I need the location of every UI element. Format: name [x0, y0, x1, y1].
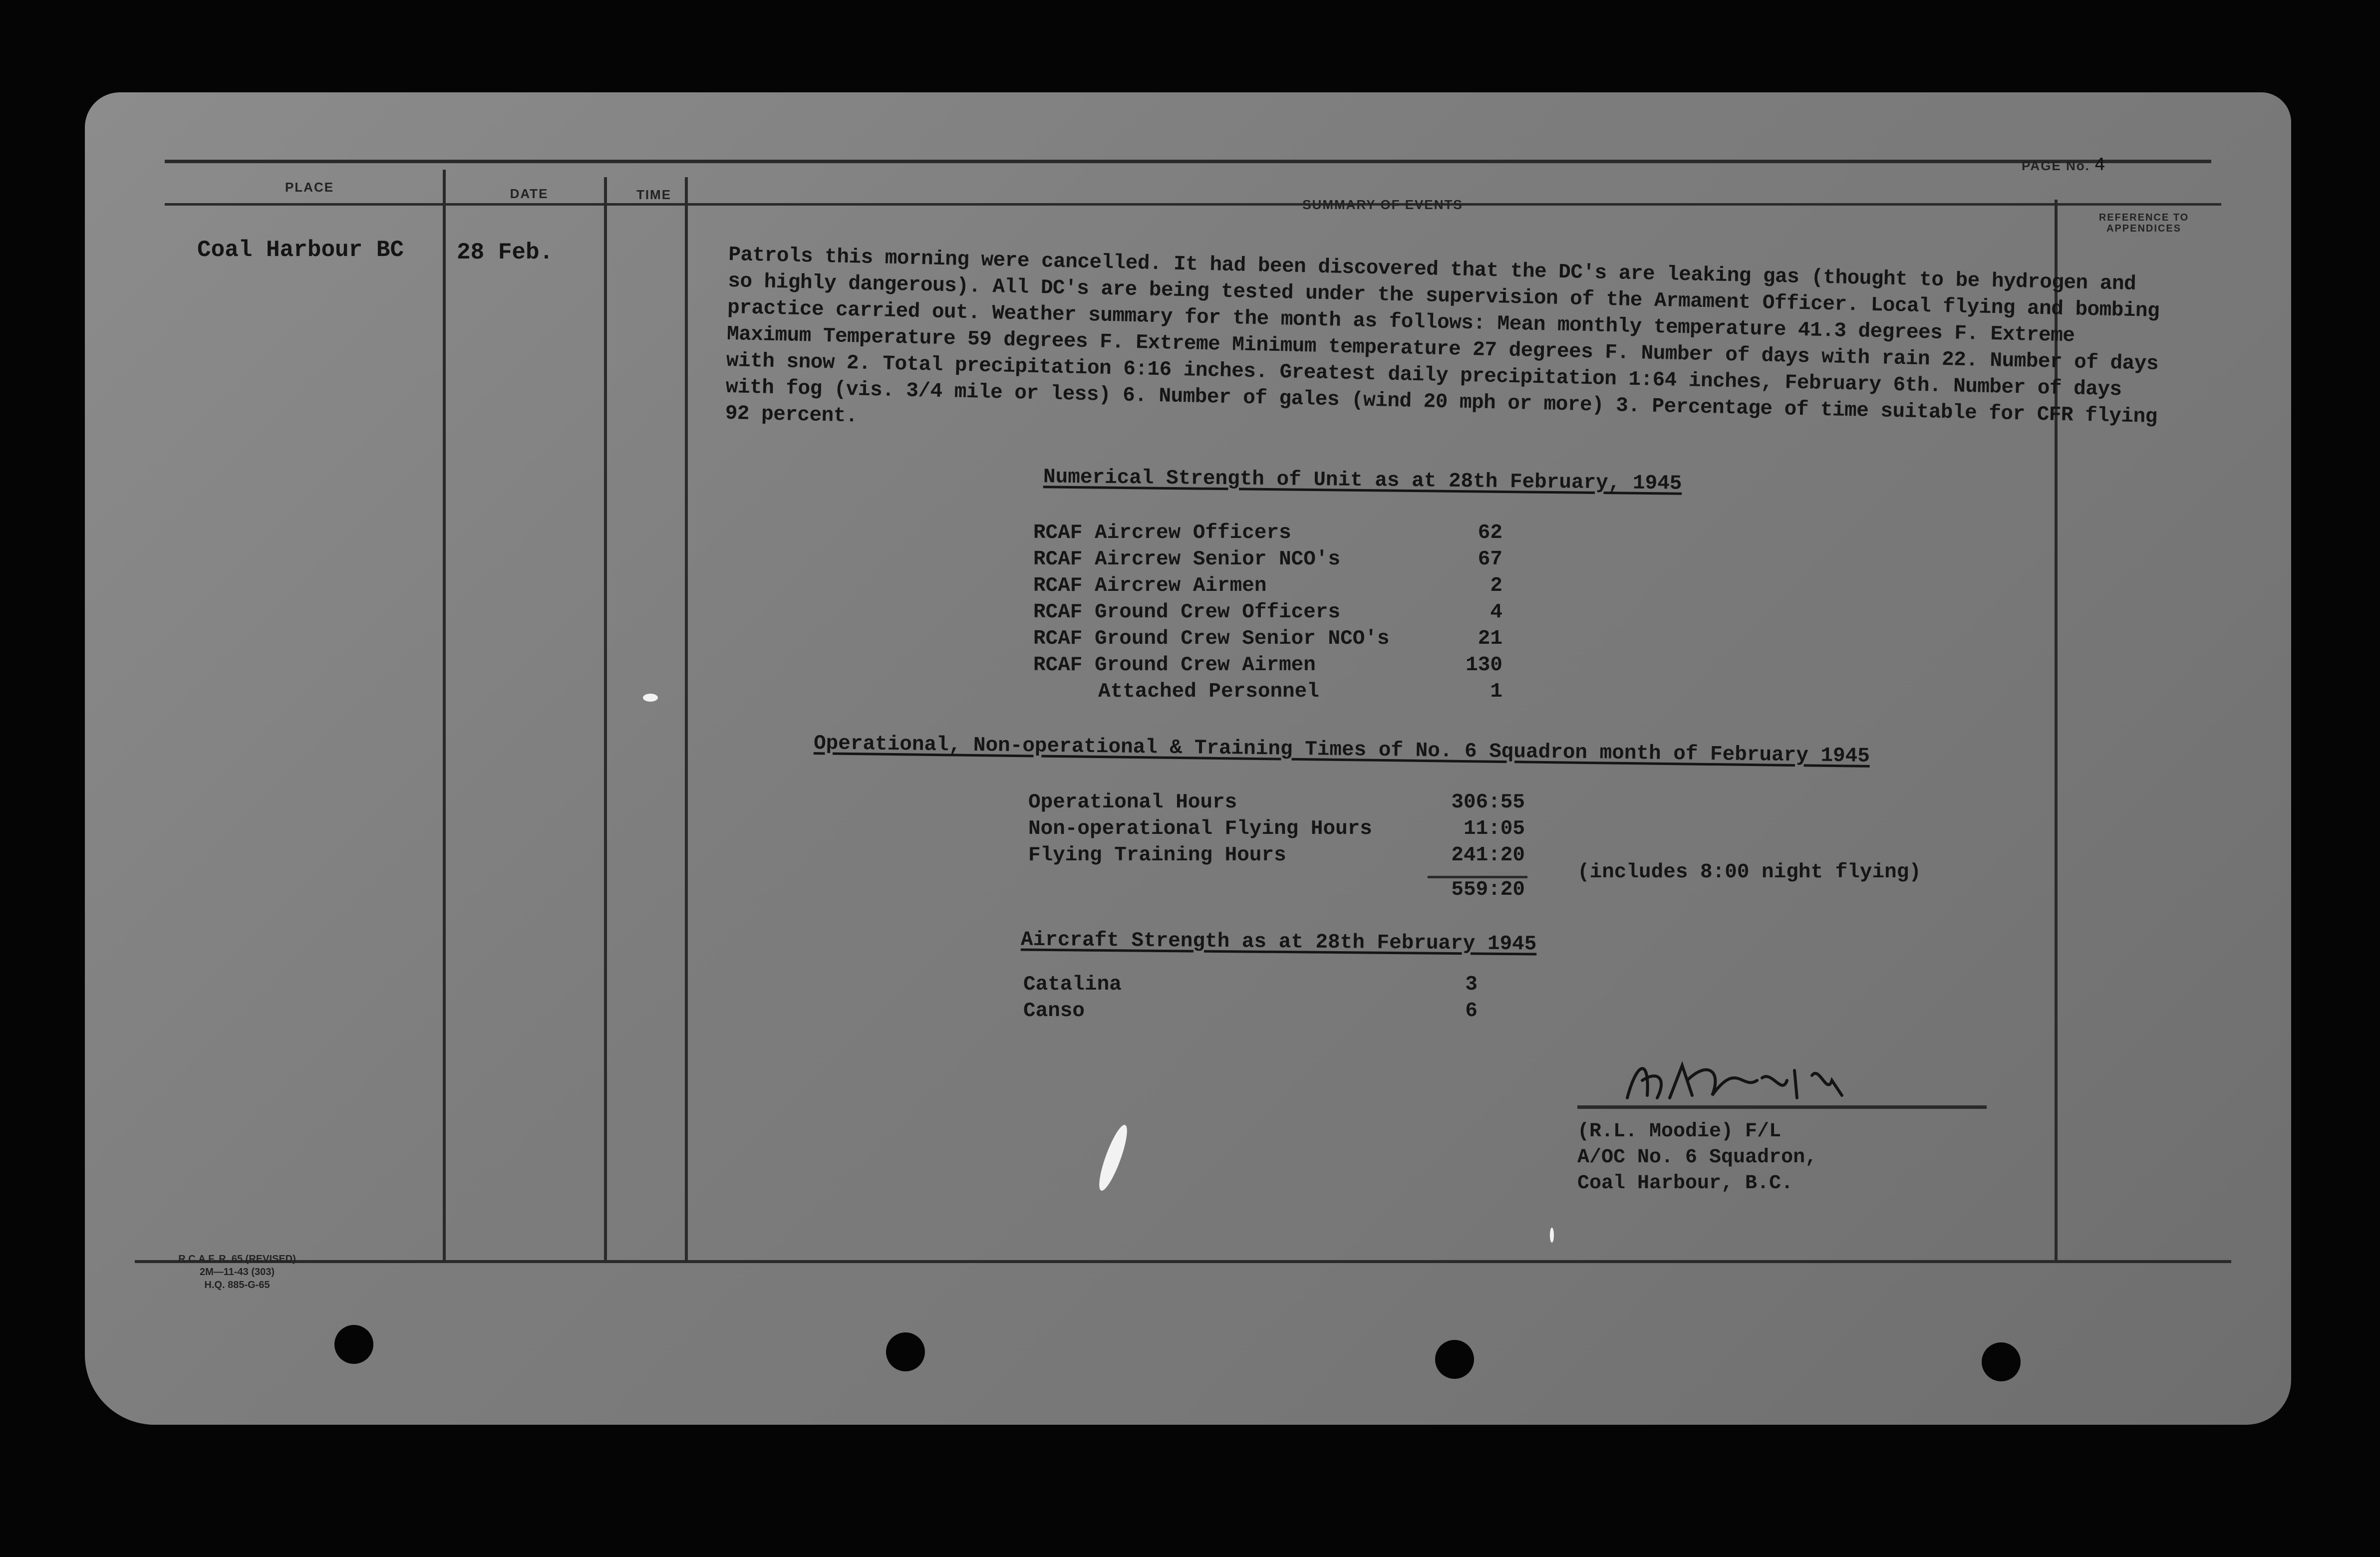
times-row-value: 241:20: [1451, 844, 1525, 867]
entry-date: 28 Feb.: [457, 240, 554, 265]
signature-drawing: [1622, 1050, 1862, 1110]
aircraft-heading: Aircraft Strength as at 28th February 1945: [1020, 928, 1537, 956]
signatory-title: A/OC No. 6 Squadron,: [1577, 1146, 1817, 1169]
strength-row-label: RCAF Ground Crew Officers: [1033, 601, 1341, 624]
times-row-value: 11:05: [1463, 817, 1525, 840]
strength-row-value: 4: [1490, 601, 1502, 624]
page-label: [2022, 155, 2171, 175]
form-footer-id: [127, 1253, 347, 1292]
times-note: (includes 8:00 night flying): [1577, 861, 1921, 884]
strength-heading: Numerical Strength of Unit as at 28th February, 1945: [1043, 466, 1682, 496]
aircraft-row-value: 3: [1465, 973, 1478, 996]
footer-line-2: 2M—11-43 (303): [199, 1267, 275, 1278]
strength-row-label: Attached Personnel: [1098, 680, 1319, 703]
film-speck: [643, 694, 658, 702]
strength-row-value: 62: [1478, 521, 1502, 544]
times-heading: Operational, Non-operational & Training Times of No. 6 Squadron month of February 1945: [813, 732, 1870, 768]
times-row-label: Flying Training Hours: [1028, 844, 1286, 867]
times-row-label: Non-operational Flying Hours: [1028, 817, 1372, 840]
times-row-label: Operational Hours: [1028, 791, 1237, 814]
footer-line-1: R.C.A.F. R. 65 (REVISED): [178, 1254, 296, 1265]
summary-paragraph: Patrols this morning were cancelled. It had been discovered that the DC's are leaking gas (thought to be hydrogen and so highly dangerous). All DC's are being tested under the supervision of the Armament Officer. Local flying and bombing practice carried out. Weather summary for the month as follows: Mean monthly temperature 41.3 degrees F. Extreme Maximum Temperature 59 degrees F. Extreme Minimum temperature 27 degrees F. Number of days with rain 22. Number of days with snow 2. Total precipitation 6:16 inches. Greatest daily precipitation 1:64 inches, February 6th. Number of days with fog (vis. 3/4 mile or less) 6. Number of gales (wind 20 mph or more) 3. Percentage of time suitable for CFR flying 92 percent.: [725, 243, 2160, 429]
strength-row-value: 1: [1490, 680, 1502, 703]
entry-place: Coal Harbour BC: [197, 237, 404, 263]
footer-rule: [135, 1260, 2231, 1263]
column-header-time: TIME: [636, 187, 672, 202]
strength-row-label: RCAF Ground Crew Airmen: [1033, 654, 1316, 677]
footer-line-3: H.Q. 885-G-65: [204, 1280, 270, 1291]
strength-row-label: RCAF Aircrew Officers: [1033, 521, 1291, 544]
header-bottom-rule: [165, 203, 2221, 206]
strength-row-label: RCAF Ground Crew Senior NCO's: [1033, 627, 1390, 650]
signatory-name: (R.L. Moodie) F/L: [1577, 1120, 1782, 1143]
binder-hole-1: [334, 1325, 373, 1364]
column-divider-place: [443, 170, 446, 1263]
film-speck: [1550, 1228, 1554, 1243]
strength-row-label: RCAF Aircrew Senior NCO's: [1033, 548, 1341, 571]
page-label-text: PAGE No.: [2022, 158, 2090, 173]
times-row-value: 306:55: [1451, 791, 1525, 814]
film-speck: [1094, 1122, 1132, 1193]
column-divider-time: [685, 177, 688, 1263]
strength-row-label: RCAF Aircrew Airmen: [1033, 574, 1267, 597]
strength-row-value: 130: [1466, 654, 1502, 677]
aircraft-row-label: Catalina: [1023, 973, 1122, 996]
binder-hole-3: [1435, 1340, 1474, 1379]
times-total: 559:20: [1451, 878, 1525, 901]
signatory-location: Coal Harbour, B.C.: [1577, 1172, 1793, 1195]
binder-hole-2: [886, 1332, 925, 1371]
page-number: 4: [2094, 155, 2106, 175]
header-top-rule: [165, 160, 2211, 163]
strength-row-value: 21: [1478, 627, 1502, 650]
column-divider-date: [604, 177, 607, 1263]
binder-hole-4: [1982, 1342, 2021, 1381]
column-header-reference: REFERENCE TO APPENDICES: [2098, 212, 2189, 234]
diary-form-card: [85, 92, 2291, 1425]
signature-line: [1577, 1105, 1987, 1109]
strength-row-value: 2: [1490, 574, 1502, 597]
aircraft-row-value: 6: [1465, 1000, 1478, 1023]
strength-row-value: 67: [1478, 548, 1502, 571]
column-header-place: PLACE: [285, 180, 334, 195]
column-header-date: DATE: [510, 186, 549, 201]
signature-scrawl: [1622, 1050, 1862, 1110]
aircraft-row-label: Canso: [1023, 1000, 1085, 1023]
column-header-summary: SUMMARY OF EVENTS: [1302, 197, 1463, 212]
